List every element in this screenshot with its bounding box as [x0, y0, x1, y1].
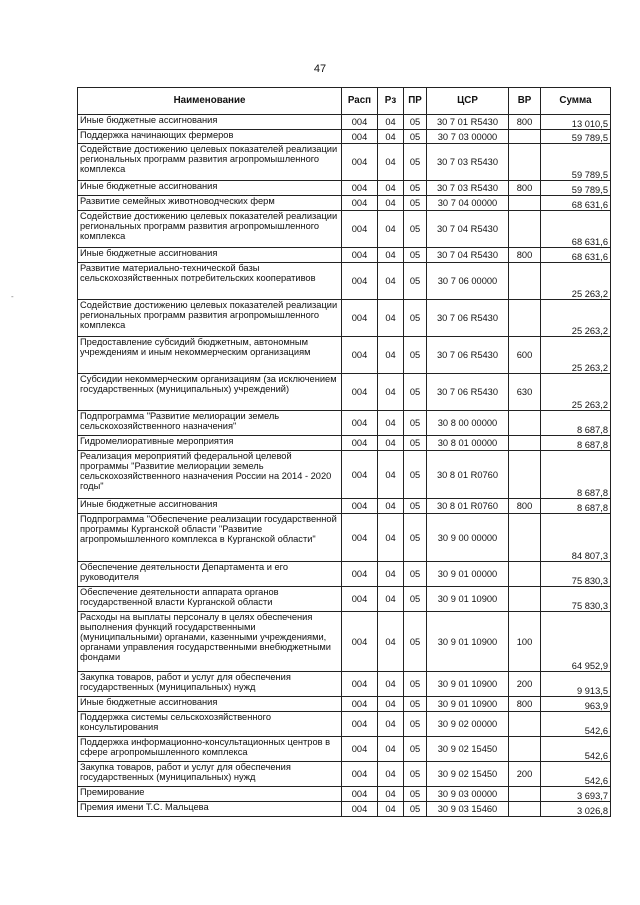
cell-rasp: 004 — [342, 612, 378, 672]
cell-csr: 30 8 00 00000 — [427, 411, 509, 436]
table-row — [78, 737, 611, 762]
cell-sum: 75 830,3 — [541, 562, 611, 587]
cell-pr: 05 — [404, 337, 427, 374]
cell-pr: 05 — [404, 787, 427, 802]
cell-rasp: 004 — [342, 181, 378, 196]
cell-vr: 800 — [509, 697, 541, 712]
cell-pr: 05 — [404, 737, 427, 762]
cell-pr: 05 — [404, 300, 427, 337]
cell-pr: 05 — [404, 762, 427, 787]
cell-name: Расходы на выплаты персоналу в целях обеспечения выполнения функций государственными (муниципальными) органами, казенными учреждениями, органами управления государственными внебюджетными фондами — [78, 612, 342, 672]
cell-rasp: 004 — [342, 712, 378, 737]
cell-name: Развитие материально-технической базы сельскохозяйственных потребительских кооперативов — [78, 263, 342, 300]
cell-rz: 04 — [378, 451, 404, 499]
cell-pr: 05 — [404, 115, 427, 130]
cell-pr: 05 — [404, 562, 427, 587]
cell-rz: 04 — [378, 562, 404, 587]
cell-name: Реализация мероприятий федеральной целевой программы "Развитие мелиорации земель сельскохозяйственного назначения России на 2014 - 2020 годы" — [78, 451, 342, 499]
table-row — [78, 211, 611, 248]
cell-vr — [509, 300, 541, 337]
cell-vr — [509, 411, 541, 436]
cell-vr — [509, 211, 541, 248]
cell-pr: 05 — [404, 712, 427, 737]
cell-sum: 542,6 — [541, 737, 611, 762]
cell-csr: 30 7 06 R5430 — [427, 300, 509, 337]
cell-vr — [509, 587, 541, 612]
cell-sum: 8 687,8 — [541, 499, 611, 514]
cell-name: Иные бюджетные ассигнования — [78, 499, 342, 514]
cell-csr: 30 8 01 00000 — [427, 436, 509, 451]
cell-pr: 05 — [404, 181, 427, 196]
table-row — [78, 411, 611, 436]
cell-csr: 30 9 01 00000 — [427, 562, 509, 587]
cell-sum: 8 687,8 — [541, 411, 611, 436]
header-sum: Сумма — [541, 88, 611, 115]
cell-csr: 30 7 04 R5430 — [427, 211, 509, 248]
cell-name: Поддержка начинающих фермеров — [78, 130, 342, 144]
cell-csr: 30 9 03 15460 — [427, 802, 509, 817]
cell-rz: 04 — [378, 374, 404, 411]
cell-name: Развитие семейных животноводческих ферм — [78, 196, 342, 211]
cell-name: Премия имени Т.С. Мальцева — [78, 802, 342, 817]
cell-pr: 05 — [404, 144, 427, 181]
table-row — [78, 787, 611, 802]
cell-rz: 04 — [378, 762, 404, 787]
cell-name: Закупка товаров, работ и услуг для обеспечения государственных (муниципальных) нужд — [78, 762, 342, 787]
cell-pr: 05 — [404, 697, 427, 712]
cell-csr: 30 9 02 15450 — [427, 737, 509, 762]
table-row — [78, 762, 611, 787]
cell-rz: 04 — [378, 712, 404, 737]
cell-name: Обеспечение деятельности аппарата органов государственной власти Курганской области — [78, 587, 342, 612]
table-row — [78, 697, 611, 712]
cell-vr — [509, 802, 541, 817]
header-name: Наименование — [78, 88, 342, 115]
cell-name: Подпрограмма "Развитие мелиорации земель сельскохозяйственного назначения" — [78, 411, 342, 436]
cell-csr: 30 7 06 R5430 — [427, 374, 509, 411]
cell-rasp: 004 — [342, 115, 378, 130]
cell-vr: 800 — [509, 115, 541, 130]
cell-csr: 30 8 01 R0760 — [427, 499, 509, 514]
table-row — [78, 451, 611, 499]
cell-csr: 30 7 03 R5430 — [427, 144, 509, 181]
cell-rz: 04 — [378, 411, 404, 436]
cell-csr: 30 9 01 10900 — [427, 672, 509, 697]
cell-pr: 05 — [404, 514, 427, 562]
cell-vr: 630 — [509, 374, 541, 411]
cell-name: Подпрограмма "Обеспечение реализации государственной программы Курганской области "Развитие агропромышленного комплекса в Курганской области" — [78, 514, 342, 562]
cell-pr: 05 — [404, 263, 427, 300]
cell-rz: 04 — [378, 300, 404, 337]
cell-rz: 04 — [378, 672, 404, 697]
cell-vr: 200 — [509, 762, 541, 787]
cell-name: Обеспечение деятельности Департамента и его руководителя — [78, 562, 342, 587]
table-row — [78, 196, 611, 211]
cell-sum: 84 807,3 — [541, 514, 611, 562]
cell-rz: 04 — [378, 181, 404, 196]
cell-sum: 13 010,5 — [541, 115, 611, 130]
cell-name: Содействие достижению целевых показателей реализации региональных программ развития агропромышленного комплекса — [78, 211, 342, 248]
cell-vr — [509, 737, 541, 762]
cell-vr: 600 — [509, 337, 541, 374]
cell-sum: 59 789,5 — [541, 144, 611, 181]
cell-pr: 05 — [404, 196, 427, 211]
cell-pr: 05 — [404, 411, 427, 436]
cell-name: Иные бюджетные ассигнования — [78, 181, 342, 196]
cell-sum: 9 913,5 — [541, 672, 611, 697]
table-row — [78, 499, 611, 514]
cell-sum: 8 687,8 — [541, 436, 611, 451]
header-rasp: Расп — [342, 88, 378, 115]
cell-rasp: 004 — [342, 737, 378, 762]
cell-rasp: 004 — [342, 130, 378, 144]
cell-name: Иные бюджетные ассигнования — [78, 115, 342, 130]
cell-rasp: 004 — [342, 211, 378, 248]
cell-csr: 30 9 02 00000 — [427, 712, 509, 737]
cell-rz: 04 — [378, 337, 404, 374]
cell-rz: 04 — [378, 587, 404, 612]
cell-rz: 04 — [378, 130, 404, 144]
cell-name: Гидромелиоративные мероприятия — [78, 436, 342, 451]
table-row — [78, 130, 611, 144]
cell-rasp: 004 — [342, 196, 378, 211]
cell-sum: 25 263,2 — [541, 263, 611, 300]
cell-rz: 04 — [378, 802, 404, 817]
cell-rasp: 004 — [342, 300, 378, 337]
cell-rz: 04 — [378, 436, 404, 451]
cell-csr: 30 9 01 10900 — [427, 612, 509, 672]
table-row — [78, 436, 611, 451]
cell-sum: 75 830,3 — [541, 587, 611, 612]
header-csr: ЦСР — [427, 88, 509, 115]
cell-name: Премирование — [78, 787, 342, 802]
table-row — [78, 337, 611, 374]
cell-vr — [509, 712, 541, 737]
cell-rz: 04 — [378, 499, 404, 514]
cell-vr — [509, 562, 541, 587]
cell-vr — [509, 130, 541, 144]
cell-rasp: 004 — [342, 587, 378, 612]
header-vr: ВР — [509, 88, 541, 115]
cell-name: Субсидии некоммерческим организациям (за исключением государственных (муниципальных) учреждений) — [78, 374, 342, 411]
table-header-row — [78, 88, 611, 115]
cell-pr: 05 — [404, 211, 427, 248]
cell-rasp: 004 — [342, 248, 378, 263]
cell-sum: 542,6 — [541, 712, 611, 737]
table-row — [78, 144, 611, 181]
cell-rz: 04 — [378, 196, 404, 211]
cell-sum: 25 263,2 — [541, 337, 611, 374]
cell-pr: 05 — [404, 374, 427, 411]
cell-sum: 542,6 — [541, 762, 611, 787]
page-number: 47 — [313, 63, 327, 75]
cell-vr — [509, 787, 541, 802]
header-pr: ПР — [404, 88, 427, 115]
cell-pr: 05 — [404, 451, 427, 499]
cell-vr: 800 — [509, 248, 541, 263]
cell-name: Предоставление субсидий бюджетным, автономным учреждениям и иным некоммерческим организациям — [78, 337, 342, 374]
cell-rasp: 004 — [342, 762, 378, 787]
cell-sum: 68 631,6 — [541, 248, 611, 263]
cell-name: Поддержка информационно-консультационных центров в сфере агропромышленного комплекса — [78, 737, 342, 762]
cell-csr: 30 7 04 00000 — [427, 196, 509, 211]
cell-rasp: 004 — [342, 411, 378, 436]
cell-pr: 05 — [404, 499, 427, 514]
cell-vr — [509, 436, 541, 451]
margin-mark: - — [11, 292, 14, 301]
table-row — [78, 672, 611, 697]
cell-sum: 64 952,9 — [541, 612, 611, 672]
table-row — [78, 300, 611, 337]
table-row — [78, 712, 611, 737]
cell-vr: 200 — [509, 672, 541, 697]
cell-sum: 59 789,5 — [541, 130, 611, 144]
cell-name: Поддержка системы сельскохозяйственного консультирования — [78, 712, 342, 737]
cell-csr: 30 7 06 00000 — [427, 263, 509, 300]
cell-rz: 04 — [378, 263, 404, 300]
cell-rasp: 004 — [342, 499, 378, 514]
cell-csr: 30 7 01 R5430 — [427, 115, 509, 130]
cell-pr: 05 — [404, 436, 427, 451]
cell-csr: 30 7 04 R5430 — [427, 248, 509, 263]
cell-sum: 59 789,5 — [541, 181, 611, 196]
cell-sum: 68 631,6 — [541, 196, 611, 211]
cell-rz: 04 — [378, 787, 404, 802]
table-row — [78, 612, 611, 672]
cell-csr: 30 9 01 10900 — [427, 697, 509, 712]
table-row — [78, 248, 611, 263]
cell-csr: 30 7 06 R5430 — [427, 337, 509, 374]
table-row — [78, 181, 611, 196]
table-body — [78, 115, 611, 817]
cell-rasp: 004 — [342, 263, 378, 300]
cell-rasp: 004 — [342, 436, 378, 451]
cell-pr: 05 — [404, 672, 427, 697]
cell-rz: 04 — [378, 211, 404, 248]
cell-rasp: 004 — [342, 697, 378, 712]
cell-pr: 05 — [404, 587, 427, 612]
cell-sum: 25 263,2 — [541, 300, 611, 337]
table-row — [78, 802, 611, 817]
cell-rasp: 004 — [342, 374, 378, 411]
cell-rz: 04 — [378, 514, 404, 562]
cell-rz: 04 — [378, 248, 404, 263]
cell-vr: 800 — [509, 181, 541, 196]
cell-rz: 04 — [378, 697, 404, 712]
cell-rz: 04 — [378, 612, 404, 672]
cell-csr: 30 9 00 00000 — [427, 514, 509, 562]
cell-rasp: 004 — [342, 672, 378, 697]
cell-vr — [509, 196, 541, 211]
cell-csr: 30 9 03 00000 — [427, 787, 509, 802]
cell-rz: 04 — [378, 737, 404, 762]
cell-csr: 30 7 03 00000 — [427, 130, 509, 144]
cell-vr: 800 — [509, 499, 541, 514]
cell-rasp: 004 — [342, 787, 378, 802]
cell-vr — [509, 144, 541, 181]
cell-rz: 04 — [378, 115, 404, 130]
cell-rz: 04 — [378, 144, 404, 181]
cell-rasp: 004 — [342, 144, 378, 181]
header-rz: Рз — [378, 88, 404, 115]
cell-vr — [509, 514, 541, 562]
cell-name: Содействие достижению целевых показателей реализации региональных программ развития агропромышленного комплекса — [78, 300, 342, 337]
cell-rasp: 004 — [342, 514, 378, 562]
cell-pr: 05 — [404, 248, 427, 263]
cell-sum: 3 693,7 — [541, 787, 611, 802]
table-row — [78, 374, 611, 411]
cell-rasp: 004 — [342, 451, 378, 499]
cell-sum: 3 026,8 — [541, 802, 611, 817]
table-row — [78, 115, 611, 130]
cell-vr — [509, 451, 541, 499]
cell-sum: 25 263,2 — [541, 374, 611, 411]
cell-vr: 100 — [509, 612, 541, 672]
cell-pr: 05 — [404, 612, 427, 672]
cell-csr: 30 8 01 R0760 — [427, 451, 509, 499]
table-row — [78, 587, 611, 612]
cell-name: Содействие достижению целевых показателей реализации региональных программ развития агропромышленного комплекса — [78, 144, 342, 181]
cell-vr — [509, 263, 541, 300]
table-row — [78, 514, 611, 562]
cell-csr: 30 9 02 15450 — [427, 762, 509, 787]
cell-sum: 68 631,6 — [541, 211, 611, 248]
cell-csr: 30 7 03 R5430 — [427, 181, 509, 196]
cell-csr: 30 9 01 10900 — [427, 587, 509, 612]
cell-name: Иные бюджетные ассигнования — [78, 248, 342, 263]
cell-sum: 963,9 — [541, 697, 611, 712]
cell-pr: 05 — [404, 130, 427, 144]
table-row — [78, 263, 611, 300]
cell-sum: 8 687,8 — [541, 451, 611, 499]
cell-rasp: 004 — [342, 562, 378, 587]
cell-rasp: 004 — [342, 337, 378, 374]
cell-rasp: 004 — [342, 802, 378, 817]
cell-pr: 05 — [404, 802, 427, 817]
table-row — [78, 562, 611, 587]
cell-name: Иные бюджетные ассигнования — [78, 697, 342, 712]
cell-name: Закупка товаров, работ и услуг для обеспечения государственных (муниципальных) нужд — [78, 672, 342, 697]
budget-table — [77, 87, 611, 817]
